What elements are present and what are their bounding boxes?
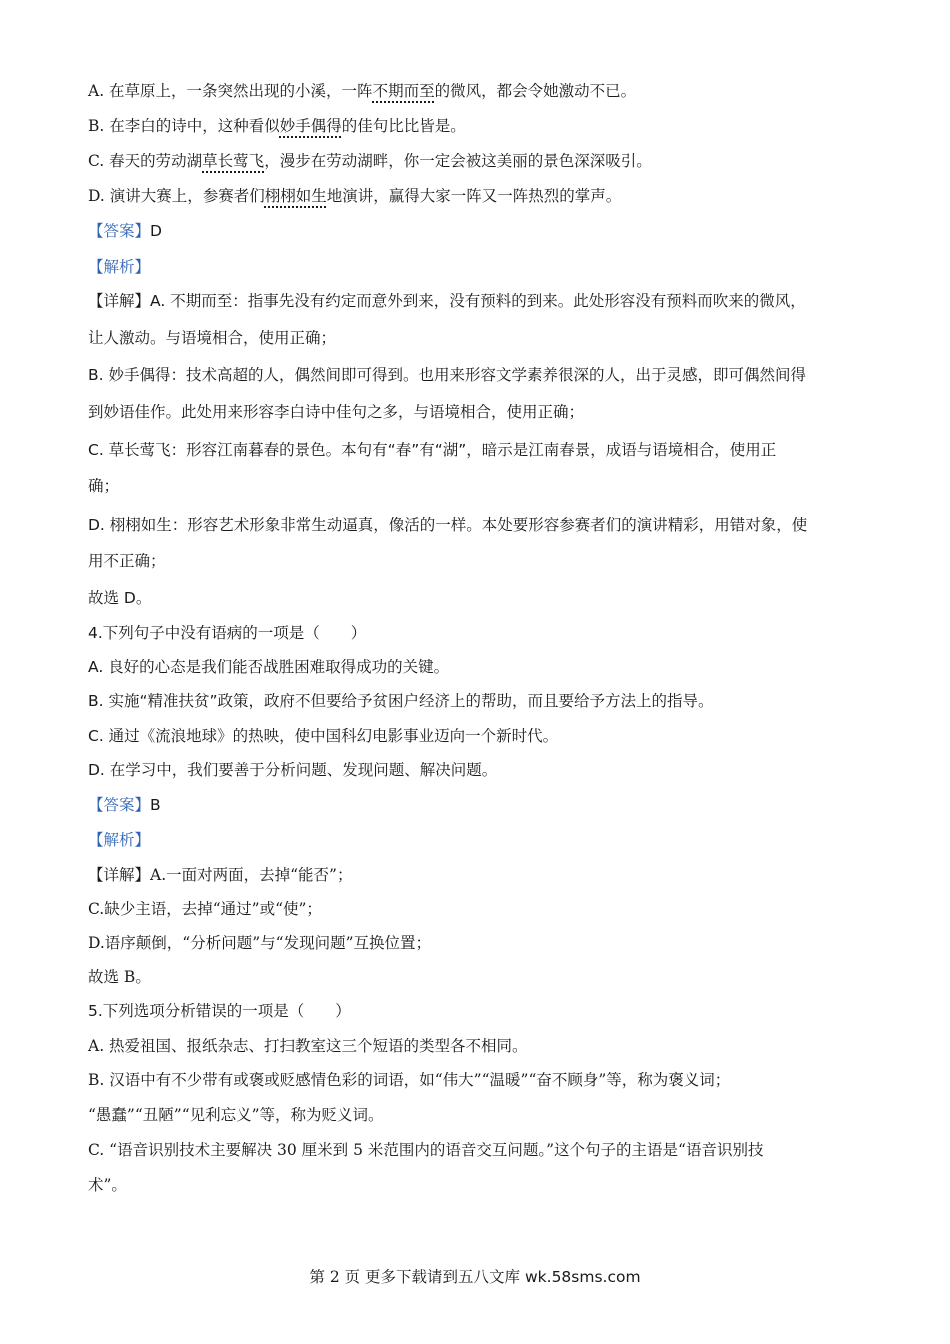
- q3-option-d: [88, 185, 878, 207]
- q4-option-c: C. 通过《流浪地球》的热映，使中国科幻电影事业迈向一个新时代。: [88, 727, 559, 745]
- q5-option-b-line2: “愚蠢”“丑陋”“见利忘义”等，称为贬义词。: [88, 1106, 384, 1124]
- detail-text: A.一面对两面，去掉“能否”；: [150, 866, 353, 884]
- answer-tag: 【答案】: [88, 222, 151, 240]
- q3-detail-c-line2: 确；: [88, 477, 120, 495]
- q4-option-d: D. 在学习中，我们要善于分析问题、发现问题、解决问题。: [88, 761, 498, 779]
- q3-detail-b-line1: B. 妙手偶得：技术高超的人，偶然间即可得到。也用来形容文学素养很深的人，出于灵感，即可偶然间得: [88, 366, 806, 384]
- footer-text: 第 2 页 更多下载请到五八文库: [309, 1268, 525, 1286]
- q5-option-a: A. 热爱祖国、报纸杂志、打扫教室这三个短语的类型各不相同。: [88, 1037, 528, 1055]
- q4-analysis-tag: 【解析】: [88, 831, 151, 849]
- q3-option-c: [88, 150, 878, 172]
- q3-analysis-tag: 【解析】: [88, 258, 151, 276]
- q3-detail-a-line2: 让人激动。与语境相合，使用正确；: [88, 329, 337, 347]
- option-text: A. 在草原上，一条突然出现的小溪，一阵: [88, 82, 373, 100]
- option-text: B. 在李白的诗中，这种看似: [88, 117, 280, 135]
- q4-detail-d: D.语序颠倒，“分析问题”与“发现问题”互换位置；: [88, 934, 431, 952]
- q4-answer: [88, 794, 878, 816]
- q3-conclusion: 故选 D。: [88, 589, 152, 607]
- marked-idiom: 不期而至: [372, 82, 435, 100]
- marked-idiom: 栩栩如生: [264, 187, 327, 205]
- q4-detail-a: [88, 864, 878, 886]
- q3-detail-d-line2: 用不正确；: [88, 552, 166, 570]
- q3-detail-c-line1: C. 草长莺飞：形容江南暮春的景色。本句有“春”有“湖”，暗示是江南春景，成语与语境相合，使用正: [88, 441, 777, 459]
- option-text: D. 演讲大赛上，参赛者们: [88, 187, 265, 205]
- q4-option-b: B. 实施“精准扶贫”政策，政府不但要给予贫困户经济上的帮助，而且要给予方法上的指导。: [88, 692, 714, 710]
- option-text: C. 春天的劳动湖: [88, 152, 203, 170]
- q5-option-c-line2: 术”。: [88, 1176, 127, 1194]
- q3-option-b: [88, 115, 878, 137]
- footer-url: wk.58sms.com: [524, 1268, 641, 1286]
- q5-question: 5.下列选项分析错误的一项是（ ）: [88, 1002, 351, 1020]
- q3-option-a: [88, 80, 878, 102]
- option-text: 的佳句比比皆是。: [341, 117, 466, 135]
- q4-conclusion: 故选 B。: [88, 968, 151, 986]
- q4-option-a: A. 良好的心态是我们能否战胜困难取得成功的关键。: [88, 658, 450, 676]
- q4-detail-c: C.缺少主语，去掉“通过”或“使”；: [88, 900, 322, 918]
- answer-value: D: [150, 222, 162, 240]
- q4-question: 4.下列句子中没有语病的一项是（ ）: [88, 624, 367, 642]
- detail-tag: 【详解】: [88, 866, 151, 884]
- option-text: ，漫步在劳动湖畔，你一定会被这美丽的景色深深吸引。: [264, 152, 652, 170]
- q5-option-b-line1: B. 汉语中有不少带有或褒或贬感情色彩的词语，如“伟大”“温暖”“奋不顾身”等，称为褒义词；: [88, 1071, 731, 1089]
- q3-detail-d-line1: D. 栩栩如生：形容艺术形象非常生动逼真，像活的一样。本处要形容参赛者们的演讲精彩，用错对象，使: [88, 516, 808, 534]
- q5-option-c-line1: C. “语音识别技术主要解决 30 厘米到 5 米范围内的语音交互问题。”这个句子的主语是“语音识别技: [88, 1141, 764, 1159]
- marked-idiom: 草长莺飞: [202, 152, 265, 170]
- q3-detail-a-line1: [88, 290, 878, 312]
- answer-tag: 【答案】: [88, 796, 151, 814]
- q3-detail-b-line2: 到妙语佳作。此处用来形容李白诗中佳句之多，与语境相合，使用正确；: [88, 403, 585, 421]
- answer-value: B: [150, 796, 161, 814]
- detail-text: A. 不期而至：指事先没有约定而意外到来，没有预料的到来。此处形容没有预料而吹来的微风，: [150, 292, 806, 310]
- page-footer: [0, 1266, 950, 1288]
- detail-tag: 【详解】: [88, 292, 151, 310]
- q3-answer: [88, 220, 878, 242]
- option-text: 的微风，都会令她激动不已。: [434, 82, 637, 100]
- option-text: 地演讲，赢得大家一阵又一阵热烈的掌声。: [326, 187, 622, 205]
- marked-idiom: 妙手偶得: [279, 117, 342, 135]
